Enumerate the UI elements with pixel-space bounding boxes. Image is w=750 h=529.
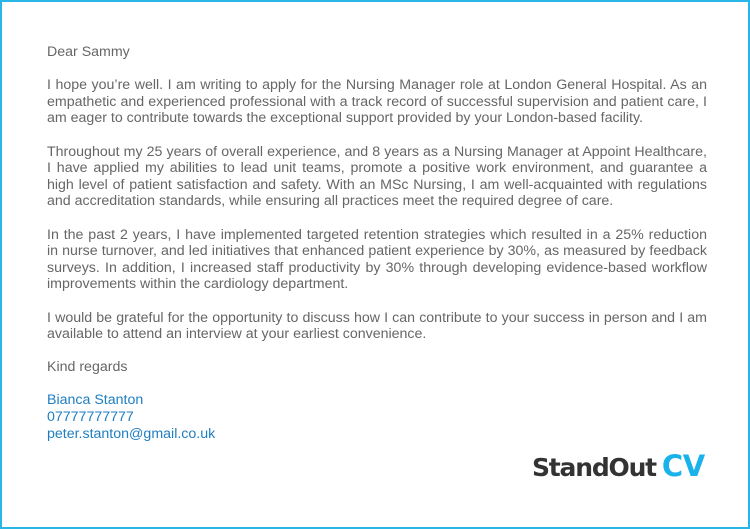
signature-name: Bianca Stanton — [47, 392, 144, 409]
letter-body — [47, 44, 707, 442]
paragraph-closing: I would be grateful for the opportunity to discuss how I can contribute to your success in person and I am available to attend an interview at your earliest convenience. — [47, 309, 707, 343]
logo-accent-text: CV — [661, 449, 705, 483]
paragraph-achievements: In the past 2 years, I have implemented targeted retention strategies which resulted in a 25% reduction in nurse turnover, and led initiatives that enhanced patient experience by 30%, as measured by feedback surveys. In addition, I increased staff productivity by 30% through developing evidence-based workflow improvements within the cardiology department. — [47, 226, 707, 293]
paragraph-intro: I hope you’re well. I am writing to apply for the Nursing Manager role at London General Hospital. As an empathetic and experienced professional with a track record of successful supervision and patient care, I am eager to contribute towards the exceptional support provided by your London-based facility. — [47, 77, 707, 127]
signature-block — [47, 392, 707, 442]
signature-email: peter.stanton@gmail.co.uk — [47, 425, 216, 442]
salutation: Dear Sammy — [47, 44, 130, 60]
standout-cv-logo — [532, 451, 705, 483]
paragraph-experience: Throughout my 25 years of overall experience, and 8 years as a Nursing Manager at Appoint Healthcare, I have applied my abilities to lead unit teams, promote a positive work environment, and guarantee a high level of patient satisfaction and safety. With an MSc Nursing, I am well-acquainted with regulations and accreditation standards, while ensuring all practices meet the required degree of care. — [47, 143, 707, 210]
sign-off: Kind regards — [47, 359, 128, 376]
logo-brand-text: StandOut — [532, 453, 656, 482]
signature-phone: 07777777777 — [47, 409, 134, 426]
